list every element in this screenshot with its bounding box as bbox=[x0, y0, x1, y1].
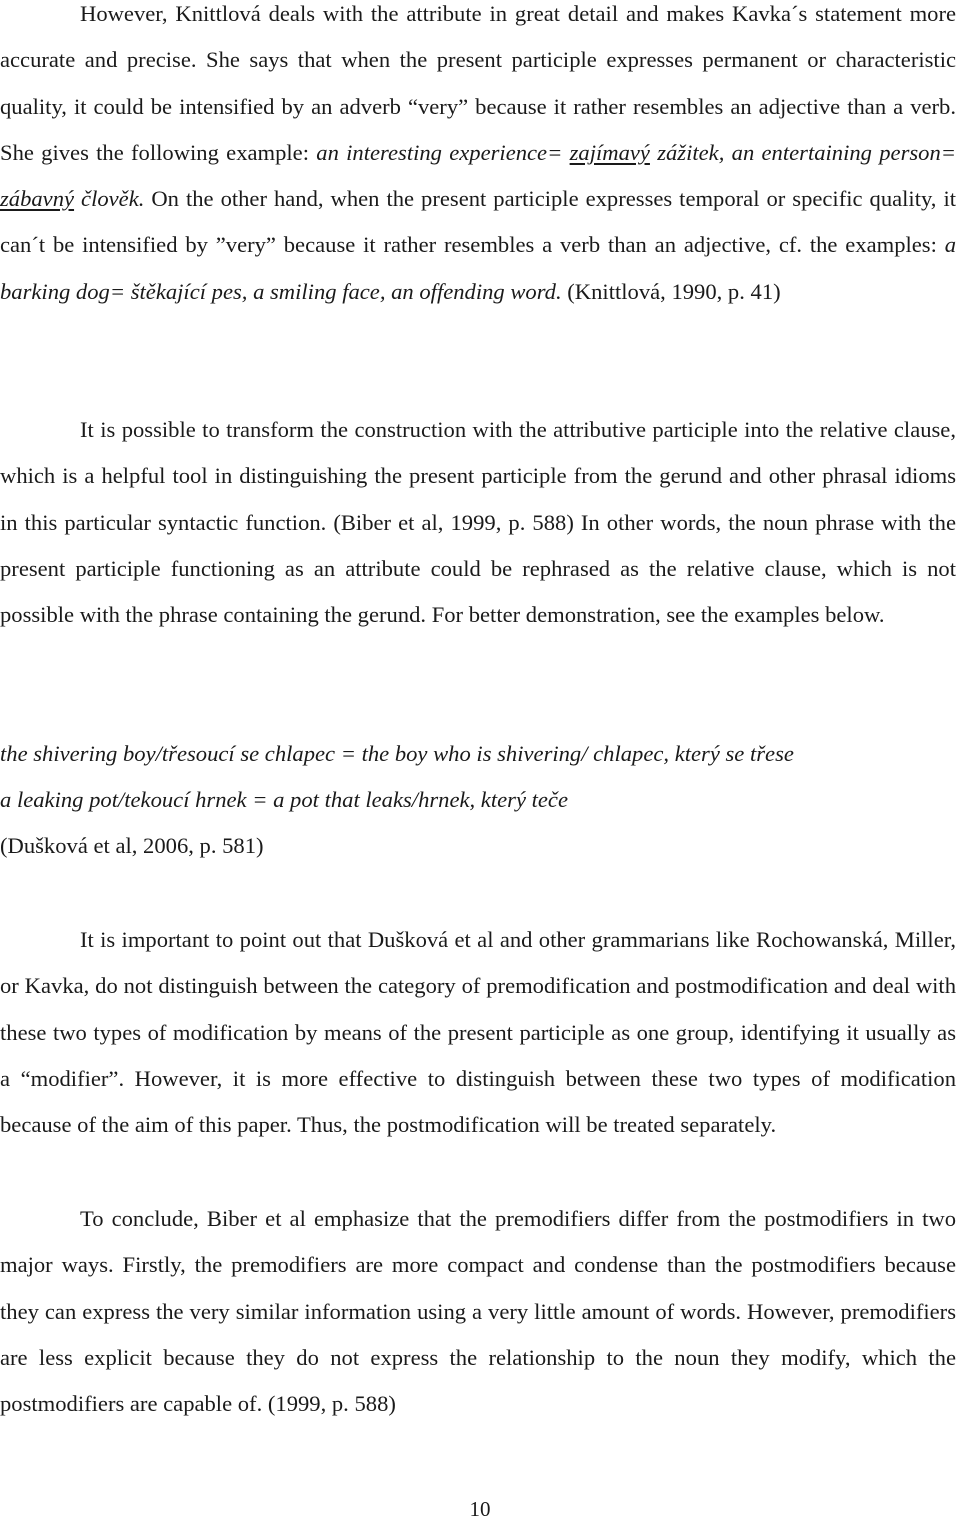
underlined-word: zábavný bbox=[0, 186, 75, 212]
paragraph-text: On the other hand, when the present participle expresses temporal or specific quality, it can´t be intensified by ”very” because it rather resembles a verb than an adjective, cf. the examples: bbox=[0, 186, 956, 258]
example-italic: a barking dog= štěkající pes, a smiling face, an offending word. bbox=[0, 232, 956, 304]
page-number: 10 bbox=[469, 1497, 491, 1521]
paragraph-knittlova bbox=[0, 0, 956, 315]
example-citation: (Dušková et al, 2006, p. 581) bbox=[0, 833, 264, 858]
example-line-2: a leaking pot/tekoucí hrnek = a pot that leaks/hrnek, který teče bbox=[0, 787, 568, 812]
underlined-word: zajímavý bbox=[569, 139, 650, 165]
paragraph-conclusion: To conclude, Biber et al emphasize that the premodifiers differ from the postmodifiers in two major ways. Firstly, the premodifiers are more compact and condense than the postmodifiers because they can express the very similar information using a very little amount of words. However, premodifiers are less explicit because they do not express the relationship to the noun they modify, which the postmodifiers are capable of. (1999, p. 588) bbox=[0, 1206, 956, 1417]
paragraph-relative-clause: It is possible to transform the construction with the attributive participle into the relative clause, which is a helpful tool in distinguishing the present participle from the gerund and other phrasal idioms in this particular syntactic function. (Biber et al, 1999, p. 588) In other words, the noun phrase with the present participle functioning as an attribute could be rephrased as the relative clause, which is not possible with the phrase containing the gerund. For better demonstration, see the examples below. bbox=[0, 417, 956, 628]
citation: (Knittlová, 1990, p. 41) bbox=[561, 278, 781, 304]
example-italic: an interesting experience= zajímavý zážitek, an entertaining person= zábavný člověk. bbox=[0, 139, 957, 212]
paragraph-modification: It is important to point out that Dušková et al and other grammarians like Rochowanská, Miller, or Kavka, do not distinguish between the category of premodification and postmodification and deal with these two types of modification by means of the present participle as one group, identifying it usually as a “modifier”. However, it is more effective to distinguish between these two types of modification because of the aim of this paper. Thus, the postmodification will be treated separately. bbox=[0, 927, 956, 1138]
paragraph-text: However, Knittlová deals with the attribute in great detail and makes Kavka´s statement more accurate and precise. She says that when the present participle expresses permanent or characteristic quality, it could be intensified by an adverb “very” because it rather resembles an adjective than a verb. She gives the following example: bbox=[0, 1, 956, 165]
example-line-1: the shivering boy/třesoucí se chlapec = the boy who is shivering/ chlapec, který se třese bbox=[0, 741, 794, 766]
